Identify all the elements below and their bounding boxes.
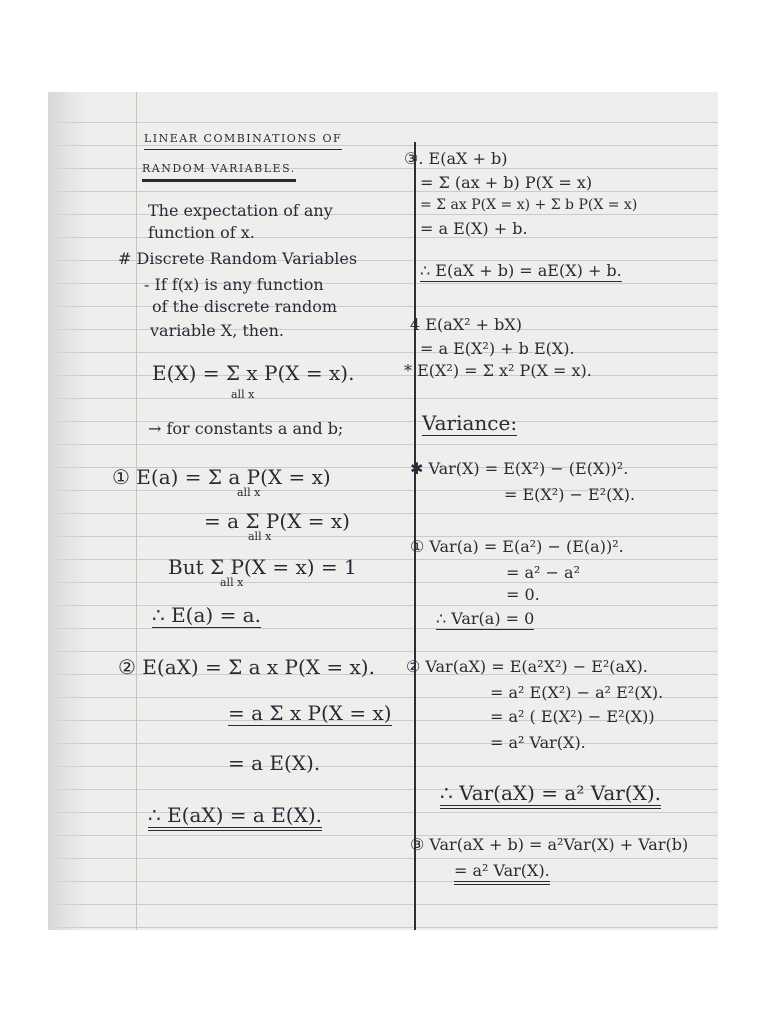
margin-line xyxy=(136,92,137,930)
right-line-3: = Σ ax P(X = x) + Σ b P(X = x) xyxy=(420,197,638,213)
left-line-6: variable X, then. xyxy=(150,321,284,340)
left-line-9: → for constants a and b; xyxy=(148,419,344,438)
right-line-9: Variance: xyxy=(422,411,518,435)
column-divider xyxy=(414,142,416,930)
left-line-1: The expectation of any xyxy=(148,201,333,220)
right-line-5: ∴ E(aX + b) = aE(X) + b. xyxy=(420,261,622,280)
right-line-11: = E(X²) − E²(X). xyxy=(504,485,636,504)
left-line-2: function of x. xyxy=(148,223,255,242)
left-line-15: all x xyxy=(220,576,244,589)
right-line-22: = a² Var(X). xyxy=(454,862,550,885)
right-line-19: = a² Var(X). xyxy=(490,733,586,752)
left-line-7: E(X) = Σ x P(X = x). xyxy=(152,361,355,385)
left-line-10: ① E(a) = Σ a P(X = x) xyxy=(112,465,331,489)
right-line-14: = 0. xyxy=(506,585,540,604)
left-line-3: # Discrete Random Variables xyxy=(118,249,358,268)
right-line-21: ③ Var(aX + b) = a²Var(X) + Var(b) xyxy=(410,835,689,854)
right-line-16: ② Var(aX) = E(a²X²) − E²(aX). xyxy=(406,657,648,676)
right-line-13: = a² − a² xyxy=(506,563,580,582)
right-line-6: 4 E(aX² + bX) xyxy=(410,315,522,334)
right-line-1: ③. E(aX + b) xyxy=(404,149,508,168)
left-line-14: But Σ P(X = x) = 1 xyxy=(168,555,357,579)
left-line-12: = a Σ P(X = x) xyxy=(204,509,350,533)
notebook-page xyxy=(48,92,718,930)
left-line-19: = a E(X). xyxy=(228,751,321,775)
right-line-8: * E(X²) = Σ x² P(X = x). xyxy=(404,361,592,380)
left-line-4: - If f(x) is any function xyxy=(144,275,324,294)
right-line-15: ∴ Var(a) = 0 xyxy=(436,609,535,628)
heading-line-1: LINEAR COMBINATIONS OF xyxy=(144,130,342,150)
left-line-5: of the discrete random xyxy=(152,297,338,316)
left-line-17: ② E(aX) = Σ a x P(X = x). xyxy=(118,655,375,679)
right-line-7: = a E(X²) + b E(X). xyxy=(420,339,575,358)
left-line-18: = a Σ x P(X = x) xyxy=(228,701,392,725)
right-line-4: = a E(X) + b. xyxy=(420,219,528,238)
left-line-16: ∴ E(a) = a. xyxy=(152,603,261,627)
right-line-10: ✱ Var(X) = E(X²) − (E(X))². xyxy=(410,459,629,478)
left-line-13: all x xyxy=(248,530,272,543)
left-line-8: all x xyxy=(231,388,255,401)
left-line-11: all x xyxy=(237,486,261,499)
right-line-18: = a² ( E(X²) − E²(X)) xyxy=(490,707,655,726)
left-line-20: ∴ E(aX) = a E(X). xyxy=(148,804,322,831)
right-line-20: ∴ Var(aX) = a² Var(X). xyxy=(440,782,661,809)
right-line-17: = a² E(X²) − a² E²(X). xyxy=(490,683,664,702)
right-line-12: ① Var(a) = E(a²) − (E(a))². xyxy=(410,537,624,556)
right-line-2: = Σ (ax + b) P(X = x) xyxy=(420,173,593,192)
heading-line-2: RANDOM VARIABLES. xyxy=(142,160,296,182)
